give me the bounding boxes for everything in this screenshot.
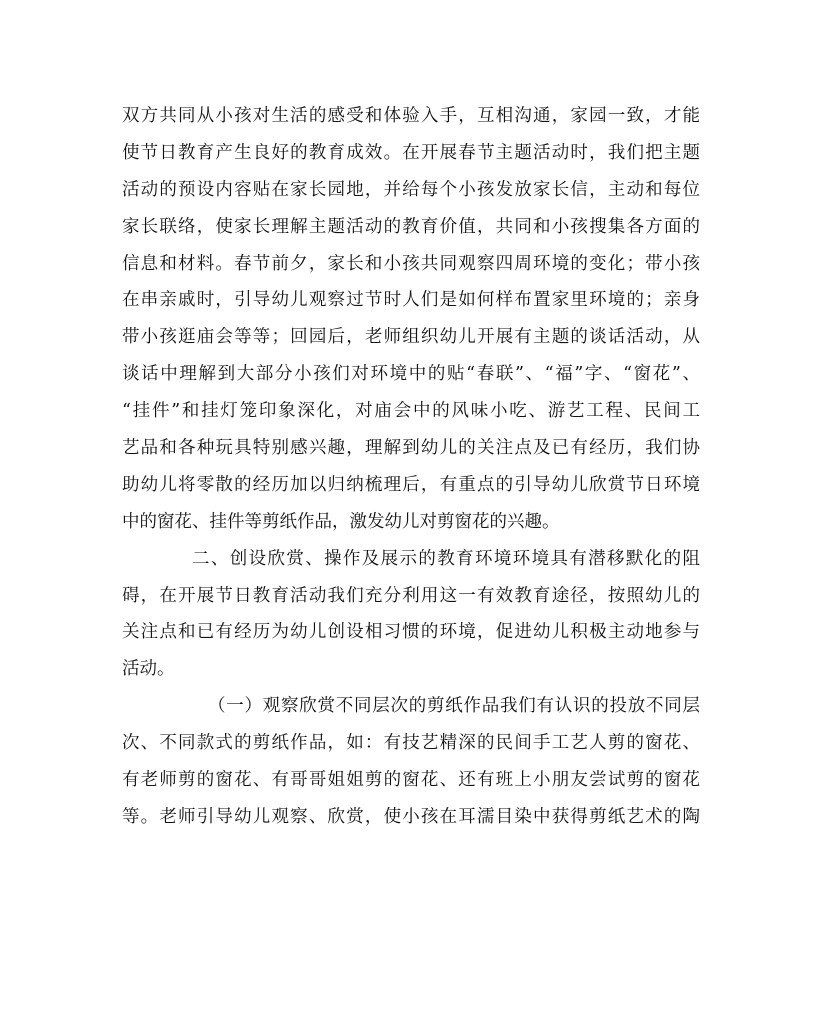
text-line: 碍，在开展节日教育活动我们充分利用这一有效教育途径，按照幼儿的 (122, 585, 700, 606)
text-line: 使节日教育产生良好的教育成效。在开展春节主题活动时，我们把主题 (122, 142, 700, 163)
text-line: “挂件”和挂灯笼印象深化，对庙会中的风味小吃、游艺工程、民间工 (122, 401, 700, 422)
text-line: 双方共同从小孩对生活的感受和体验入手，互相沟通，家园一致，才能 (122, 106, 700, 126)
text-line: 信息和材料。春节前夕，家长和小孩共同观察四周环境的变化；带小孩 (122, 253, 700, 274)
text-line: 中的窗花、挂件等剪纸作品，激发幼儿对剪窗花的兴趣。 (122, 511, 560, 532)
text-line: （一）观察欣赏不同层次的剪纸作品我们有认识的投放不同层 (208, 696, 700, 717)
text-line: 活动。 (122, 659, 175, 680)
text-line: 有老师剪的窗花、有哥哥姐姐剪的窗花、还有班上小朋友尝试剪的窗花 (122, 770, 700, 791)
paragraph-2 (122, 541, 700, 689)
text-line: 家长联络，使家长理解主题活动的教育价值，共同和小孩搜集各方面的 (122, 216, 700, 237)
text-line: 二、创设欣赏、操作及展示的教育环境环境具有潜移默化的阻 (192, 548, 700, 569)
paragraph-1 (122, 98, 700, 541)
body-text (122, 98, 700, 836)
text-line: 助幼儿将零散的经历加以归纳梳理后，有重点的引导幼儿欣赏节日环境 (122, 474, 700, 495)
text-line: 在串亲戚时，引导幼儿观察过节时人们是如何样布置家里环境的；亲身 (122, 290, 700, 311)
text-line: 艺品和各种玩具特别感兴趣，理解到幼儿的关注点及已有经历，我们协 (122, 438, 700, 459)
text-line: 谈话中理解到大部分小孩们对环境中的贴“春联”、“福”字、“窗花”、 (122, 364, 700, 385)
text-line: 次、不同款式的剪纸作品，如：有技艺精深的民间手工艺人剪的窗花、 (122, 733, 700, 754)
paragraph-3 (122, 688, 700, 836)
text-line: 活动的预设内容贴在家长园地，并给每个小孩发放家长信，主动和每位 (122, 179, 700, 200)
text-line: 关注点和已有经历为幼儿创设相习惯的环境，促进幼儿积极主动地参与 (122, 622, 700, 643)
text-line: 等。老师引导幼儿观察、欣赏，使小孩在耳濡目染中获得剪纸艺术的陶 (122, 806, 700, 827)
text-line: 带小孩逛庙会等等；回园后，老师组织幼儿开展有主题的谈话活动，从 (122, 327, 700, 348)
